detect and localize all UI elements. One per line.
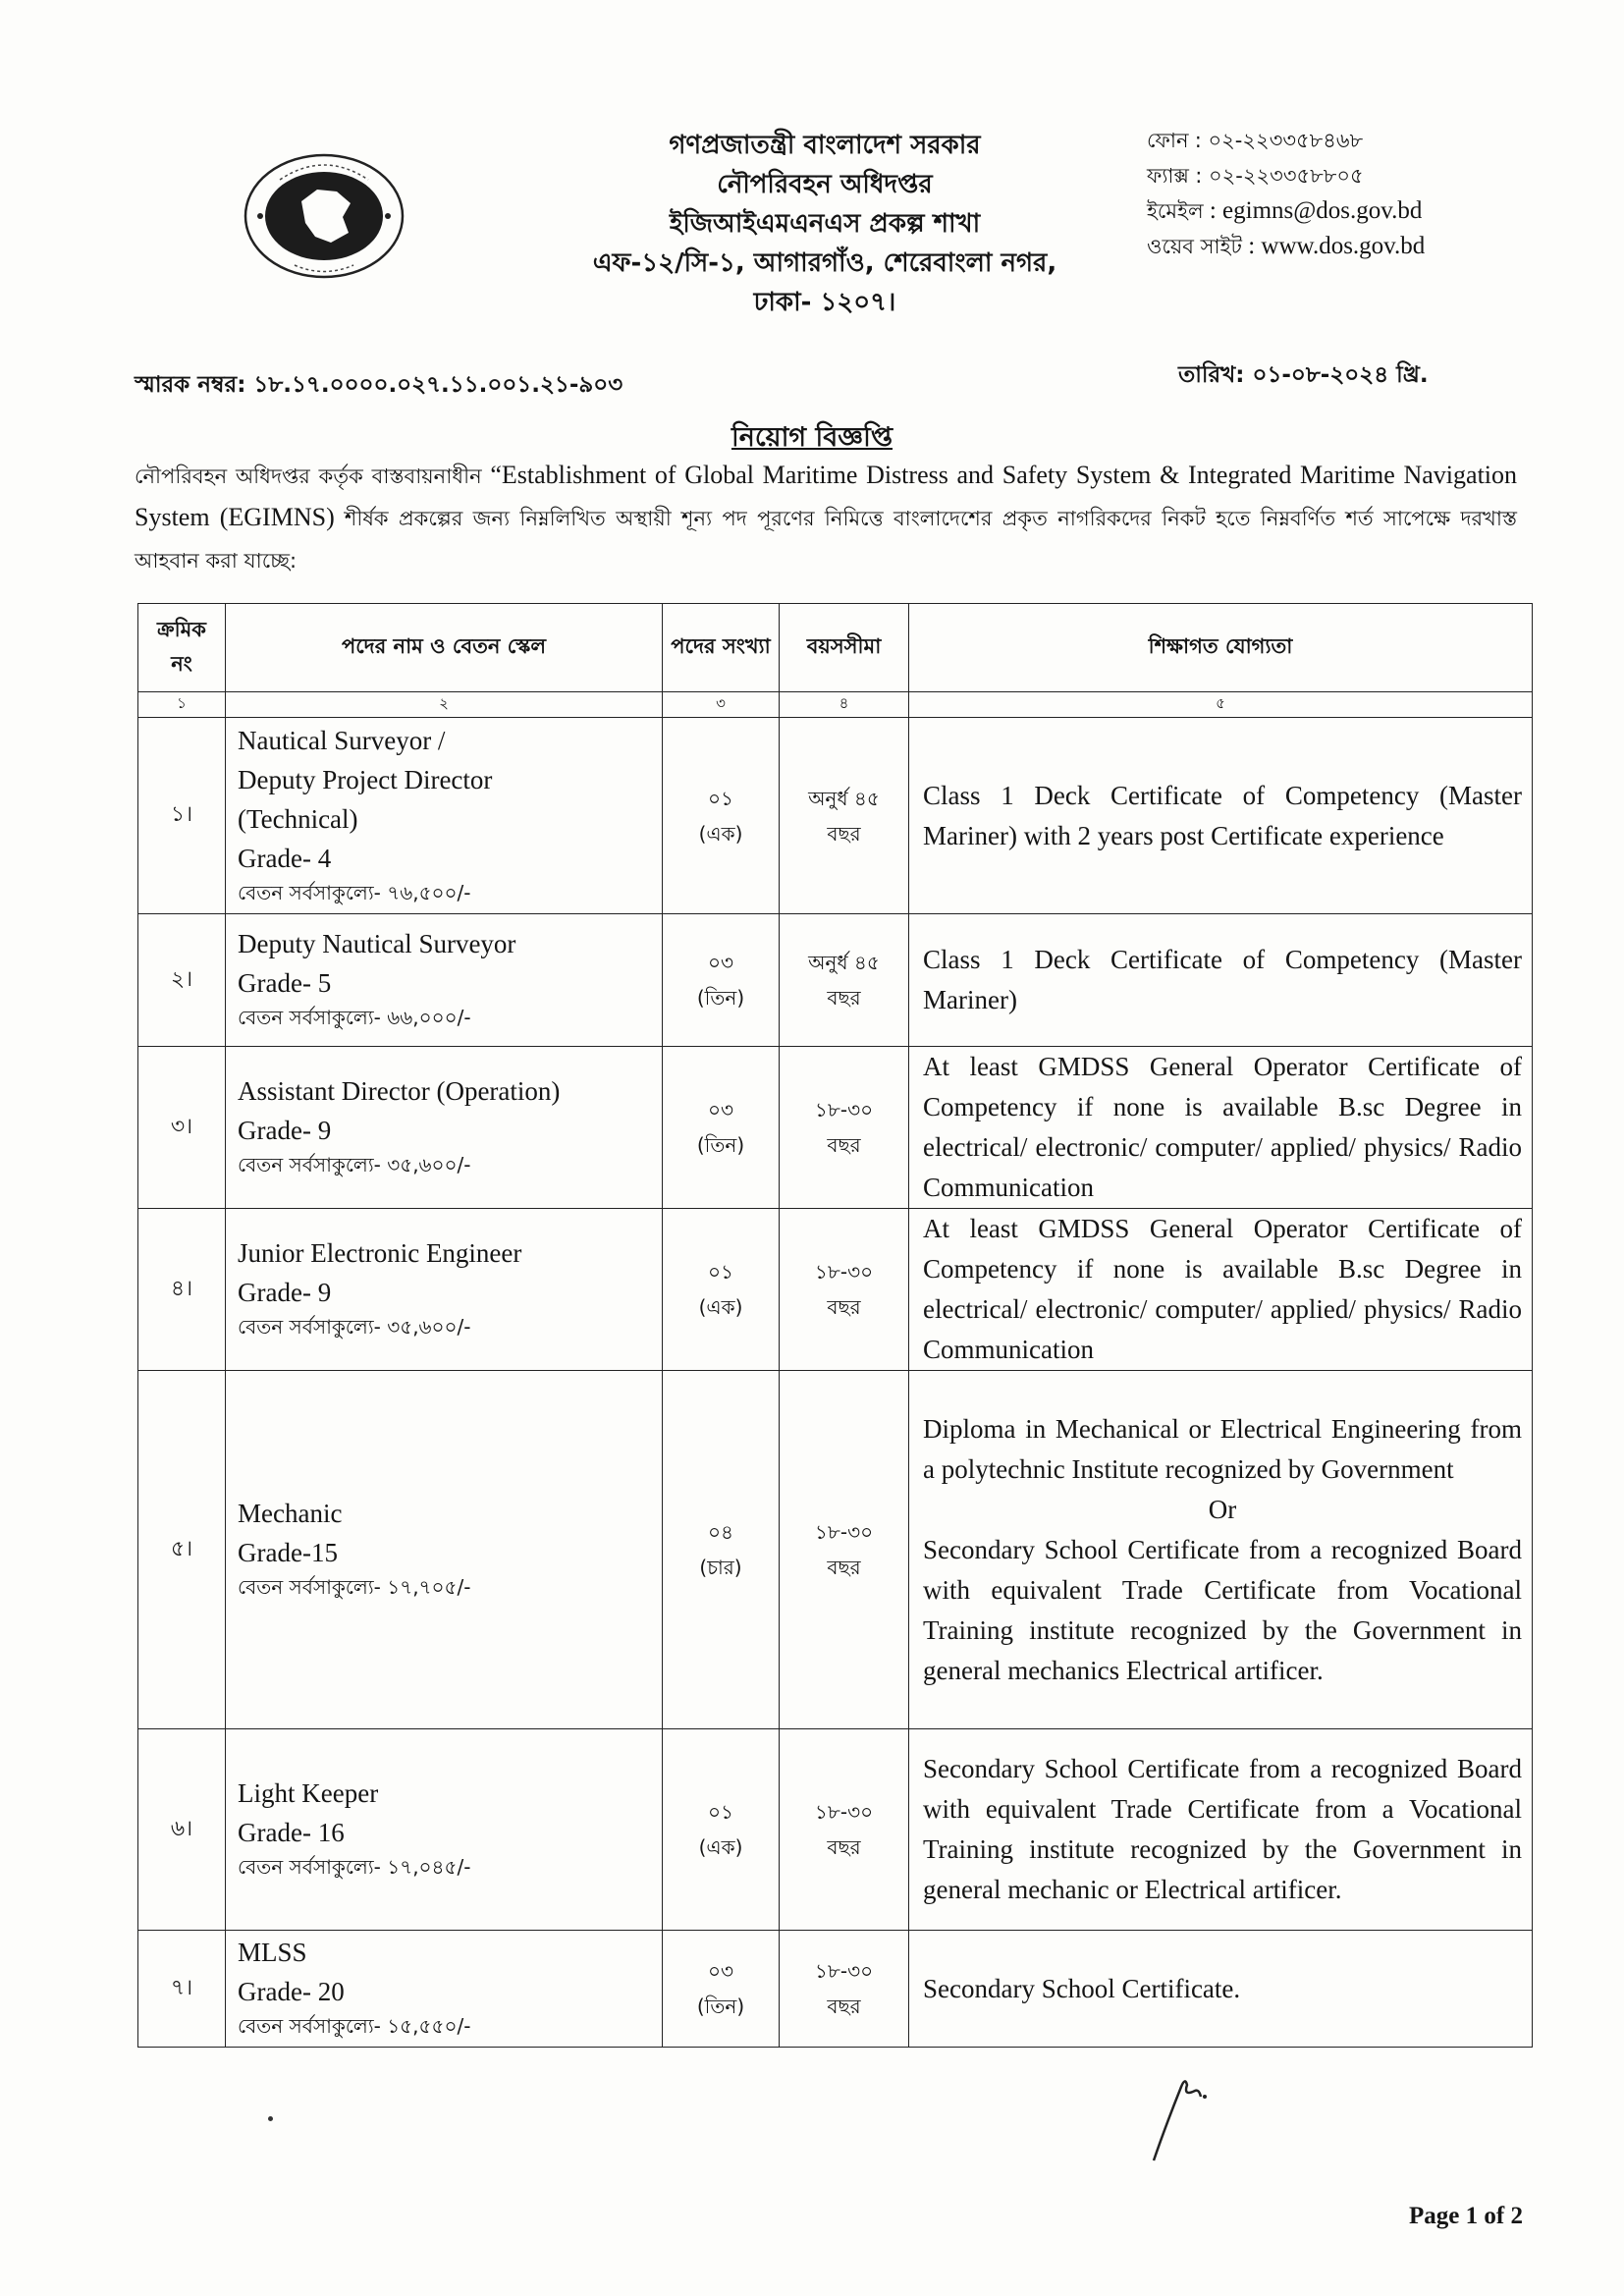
age-limit: ১৮-৩০ (814, 1098, 874, 1121)
col-number: ৪ (780, 692, 909, 718)
post-count-words: (চার) (699, 1556, 742, 1579)
department-name: নৌপরিবহন অধিদপ্তর (717, 170, 933, 199)
branch-name: ইজিআইএমএনএস প্রকল্প শাখা (669, 209, 981, 239)
serial-number: ১। (138, 718, 226, 914)
post-line: Junior Electronic Engineer (238, 1238, 522, 1268)
post-count-cell (663, 1729, 780, 1931)
date-value: ০১-০৮-২০২৪ খ্রি. (1252, 362, 1429, 388)
header-post: পদের নাম ও বেতন স্কেল (226, 604, 663, 692)
qualification-text: At least GMDSS General Operator Certificate of Competency if none is available B.sc Degree in electrical/ electronic/ computer/ applied/ physics/ Radio Communication (923, 1052, 1522, 1202)
column-number-row (138, 692, 1533, 718)
post-cell (226, 1371, 663, 1729)
office-header (471, 126, 1178, 322)
qualification-cell (909, 914, 1533, 1047)
salary: বেতন সর্বসাকুল্যে- ১৭,০৪৫/- (238, 1855, 471, 1879)
serial-number: ৬। (138, 1729, 226, 1931)
age-unit: বছর (827, 1835, 861, 1859)
age-limit: ১৮-৩০ (814, 1260, 874, 1284)
post-count-cell (663, 1047, 780, 1209)
qualification-text: Class 1 Deck Certificate of Competency (Master Mariner) (923, 945, 1522, 1014)
government-name: গণপ্রজাতন্ত্রী বাংলাদেশ সরকার (669, 131, 981, 160)
col-number: ৫ (909, 692, 1533, 718)
email-value: : egimns@dos.gov.bd (1209, 197, 1423, 224)
post-count: ০১ (708, 786, 733, 810)
qualification-cell (909, 718, 1533, 914)
post-count-words: (এক) (698, 1835, 743, 1859)
header-qualification: শিক্ষাগত যোগ্যতা (909, 604, 1533, 692)
website-label: ওয়েব সাইট (1147, 235, 1242, 258)
age-limit: ১৮-৩০ (814, 1520, 874, 1544)
qualification-text: Secondary School Certificate from a recognized Board with equivalent Trade Certificate from Vocational Training institute recognized by the Government in general mechanics Electrical artificer. (923, 1534, 1522, 1685)
qualification-cell (909, 1047, 1533, 1209)
post-line: Grade- 9 (238, 1278, 332, 1307)
age-unit: বছর (827, 1133, 861, 1157)
table-row (138, 1729, 1533, 1931)
contact-info (1147, 123, 1425, 264)
age-unit: বছর (827, 821, 861, 846)
memo-value: ১৮.১৭.০০০০.০২৭.১১.০০১.২১-৯০৩ (253, 372, 623, 398)
post-line: Grade- 4 (238, 843, 332, 873)
post-cell (226, 1047, 663, 1209)
post-line: Mechanic (238, 1499, 343, 1528)
post-count: ০১ (708, 1800, 733, 1824)
age-limit-cell (780, 1729, 909, 1931)
post-cell (226, 1729, 663, 1931)
post-count: ০৪ (708, 1520, 733, 1544)
phone-value: : ০২-২২৩৩৫৮৪৬৮ (1194, 129, 1364, 152)
post-count-words: (তিন) (696, 986, 745, 1010)
serial-number: ৫। (138, 1371, 226, 1729)
post-line: Light Keeper (238, 1778, 379, 1808)
post-cell (226, 1931, 663, 2048)
post-line: Grade- 9 (238, 1116, 332, 1145)
header-serial: ক্রমিক নং (138, 604, 226, 692)
age-limit: অনুর্ধ ৪৫ (808, 786, 880, 810)
age-unit: বছর (827, 1556, 861, 1579)
post-count-cell (663, 1371, 780, 1729)
qualification-text: Secondary School Certificate from a recognized Board with equivalent Trade Certificate from a Vocational Training institute recognized by the Government in general mechanic or Electrical artificer. (923, 1754, 1522, 1904)
serial-number: ৪। (138, 1209, 226, 1371)
age-unit: বছর (827, 1295, 861, 1319)
signature (1144, 2067, 1222, 2165)
post-line: Grade- 20 (238, 1977, 345, 2006)
website-value: : www.dos.gov.bd (1248, 233, 1426, 259)
post-count-words: (এক) (698, 821, 743, 846)
post-count: ০১ (708, 1260, 733, 1284)
government-seal-logo (241, 152, 407, 280)
post-count-cell (663, 1209, 780, 1371)
page-number: Page 1 of 2 (1409, 2203, 1523, 2229)
post-cell (226, 1209, 663, 1371)
table-row (138, 1931, 1533, 2048)
serial-number: ৩। (138, 1047, 226, 1209)
notice-intro (135, 455, 1517, 581)
date-label: তারিখ: (1178, 362, 1245, 388)
salary: বেতন সর্বসাকুল্যে- ৬৬,০০০/- (238, 1006, 471, 1029)
age-unit: বছর (827, 1995, 861, 2018)
qualification-cell (909, 1729, 1533, 1931)
post-count-words: (তিন) (696, 1133, 745, 1157)
table-row (138, 914, 1533, 1047)
salary: বেতন সর্বসাকুল্যে- ৩৫,৬০০/- (238, 1315, 471, 1339)
post-line: Deputy Nautical Surveyor (238, 929, 516, 958)
post-cell (226, 914, 663, 1047)
intro-en-part: “Establishment of Global Maritime Distress and Safety System & Integrated Maritime Navigation System (EGIMNS) (135, 461, 1518, 531)
col-number: ৩ (663, 692, 780, 718)
table-row (138, 1047, 1533, 1209)
table-body (138, 718, 1533, 2048)
table-header-row (138, 604, 1533, 692)
age-limit: অনুর্ধ ৪৫ (808, 951, 880, 974)
age-limit: ১৮-৩০ (814, 1800, 874, 1824)
serial-number: ২। (138, 914, 226, 1047)
post-count-cell (663, 718, 780, 914)
post-line: Nautical Surveyor / (238, 725, 446, 755)
memo-date (1178, 356, 1429, 395)
age-limit-cell (780, 1209, 909, 1371)
address-line-1: এফ-১২/সি-১, আগারগাঁও, শেরেবাংলা নগর, (592, 248, 1057, 278)
intro-bn-part1: নৌপরিবহন অধিদপ্তর কর্তৃক বাস্তবায়নাধীন (135, 465, 482, 488)
qualification-cell (909, 1209, 1533, 1371)
post-cell (226, 718, 663, 914)
col-number: ১ (138, 692, 226, 718)
post-line: Grade- 5 (238, 968, 332, 998)
post-line: Deputy Project Director (238, 764, 493, 794)
post-count: ০৩ (707, 1959, 733, 1983)
age-limit-cell (780, 914, 909, 1047)
vacancy-table (137, 603, 1533, 2048)
notice-title-text: নিয়োগ বিজ্ঞপ্তি (731, 422, 893, 453)
qualification-text: Or (1208, 1494, 1237, 1524)
serial-number: ৭। (138, 1931, 226, 2048)
post-line: Grade-15 (238, 1538, 338, 1567)
post-line: MLSS (238, 1938, 307, 1967)
age-limit: ১৮-৩০ (814, 1959, 874, 1983)
qualification-text: At least GMDSS General Operator Certificate of Competency if none is available B.sc Degree in electrical/ electronic/ computer/ applied/ physics/ Radio Communication (923, 1214, 1522, 1364)
memo-number (135, 366, 623, 405)
header-count: পদের সংখ্যা (663, 604, 780, 692)
salary: বেতন সর্বসাকুল্যে- ৩৫,৬০০/- (238, 1153, 471, 1176)
qualification-cell (909, 1371, 1533, 1729)
address-line-2: ঢাকা- ১২০৭। (753, 288, 896, 317)
post-line: (Technical) (238, 803, 358, 834)
post-count-words: (এক) (698, 1295, 743, 1319)
age-unit: বছর (827, 986, 861, 1010)
fax-value: : ০২-২২৩৩৫৮৮০৫ (1195, 164, 1364, 188)
post-count-words: (তিন) (696, 1995, 745, 2018)
table-row (138, 718, 1533, 914)
table-row (138, 1371, 1533, 1729)
stray-mark (268, 2116, 273, 2121)
post-count-cell (663, 914, 780, 1047)
fax-label: ফ্যাক্স (1147, 164, 1189, 188)
qualification-cell (909, 1931, 1533, 2048)
post-count: ০৩ (707, 951, 733, 974)
salary: বেতন সর্বসাকুল্যে- ৭৬,৫০০/- (238, 880, 471, 904)
post-line: Assistant Director (Operation) (238, 1076, 561, 1106)
table-row (138, 1209, 1533, 1371)
age-limit-cell (780, 718, 909, 914)
post-line: Grade- 16 (238, 1818, 345, 1847)
qualification-text: Secondary School Certificate. (923, 1973, 1241, 2003)
col-number: ২ (226, 692, 663, 718)
salary: বেতন সর্বসাকুল্যে- ১৭,৭০৫/- (238, 1575, 471, 1599)
header-age: বয়সসীমা (780, 604, 909, 692)
age-limit-cell (780, 1047, 909, 1209)
memo-label: স্মারক নম্বর: (135, 372, 246, 398)
qualification-text: Class 1 Deck Certificate of Competency (Master Mariner) with 2 years post Certificate experience (923, 780, 1522, 850)
post-count: ০৩ (707, 1098, 733, 1121)
age-limit-cell (780, 1931, 909, 2048)
age-limit-cell (780, 1371, 909, 1729)
salary: বেতন সর্বসাকুল্যে- ১৫,৫৫০/- (238, 2014, 471, 2038)
phone-label: ফোন (1147, 129, 1189, 152)
qualification-text: Diploma in Mechanical or Electrical Engineering from a polytechnic Institute recognized by Government (923, 1413, 1522, 1484)
post-count-cell (663, 1931, 780, 2048)
intro-bn-part2: শীর্ষক প্রকল্পের জন্য নিম্নলিখিত অস্থায়ী শূন্য পদ পূরণের নিমিত্তে বাংলাদেশের প্রকৃত নাগরিকদের নিকট হতে নিম্নবর্ণিত শর্ত সাপেক্ষে দরখাস্ত আহবান করা যাচ্ছে: (135, 507, 1518, 573)
email-label: ইমেইল (1147, 199, 1204, 223)
